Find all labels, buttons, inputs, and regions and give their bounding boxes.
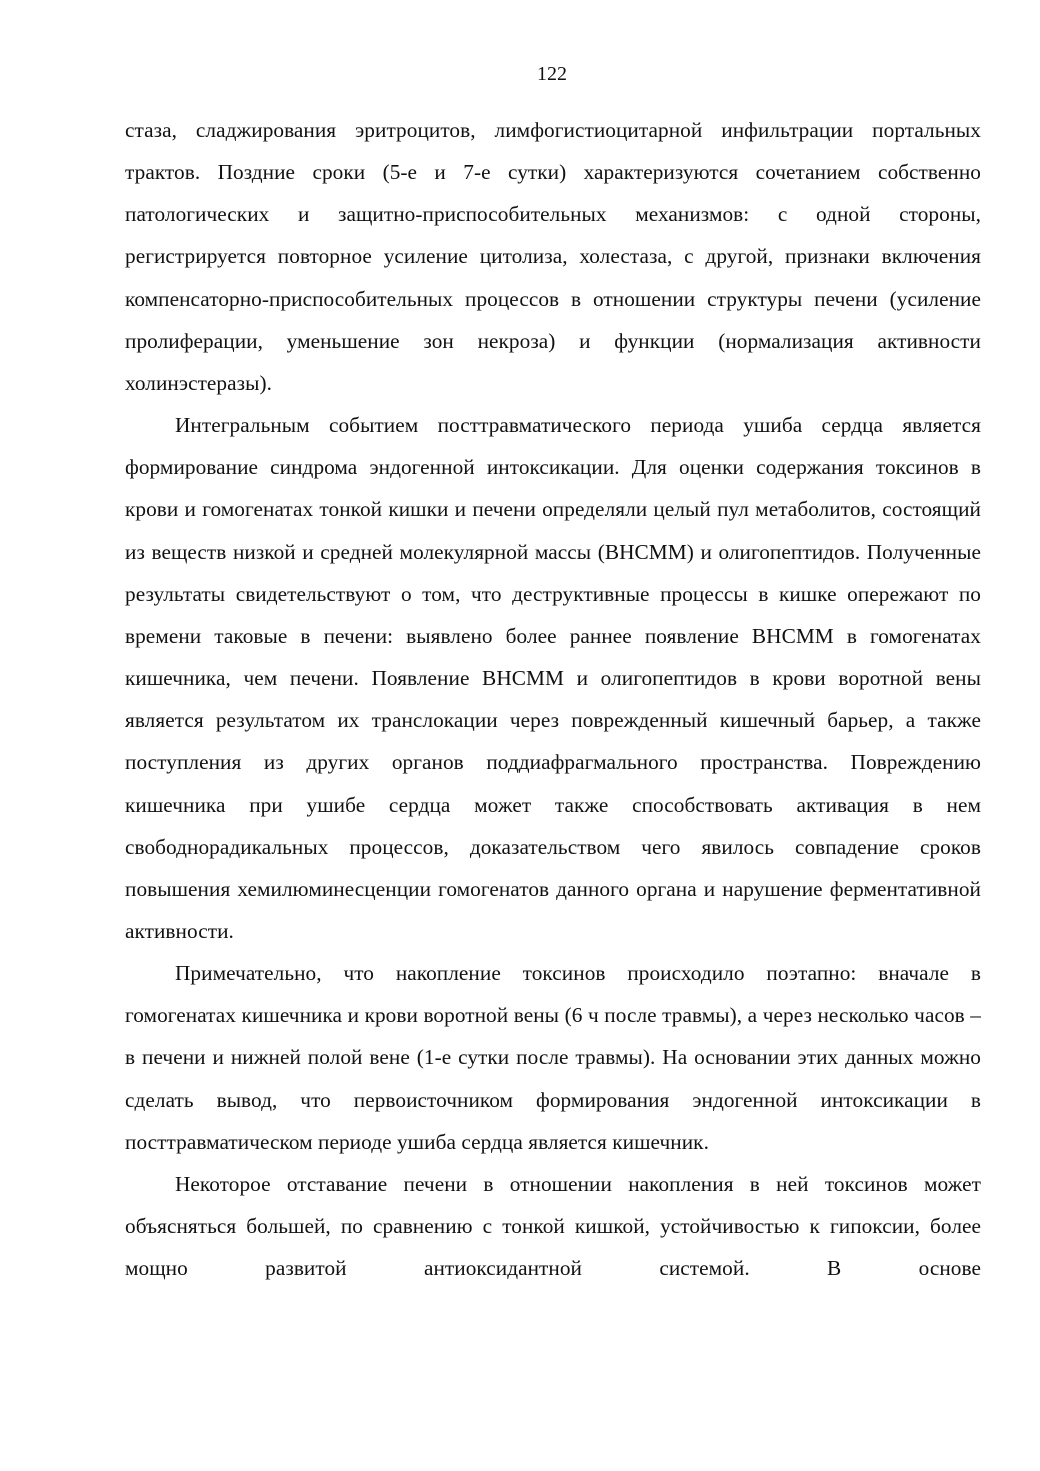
page-number: 122 — [537, 63, 567, 85]
paragraph-1: стаза, сладжирования эритроцитов, лимфогистиоцитарной инфильтрации портальных трактов. Поздние сроки (5-е и 7-е сутки) характеризуются сочетанием собственно патологических и защитно-приспособительных механизмов: с одной стороны, регистрируется повторное усиление цитолиза, холестаза, с другой, признаки включения компенсаторно-приспособительных процессов в отношении структуры печени (усиление пролиферации, уменьшение зон некроза) и функции (нормализация активности холинэстеразы). — [125, 118, 981, 395]
paragraph-3: Примечательно, что накопление токсинов происходило поэтапно: вначале в гомогенатах кишечника и крови воротной вены (6 ч после травмы), а через несколько часов – в печени и нижней полой вене (1-е сутки после травмы). На основании этих данных можно сделать вывод, что первоисточником формирования эндогенной интоксикации в посттравматическом периоде ушиба сердца является кишечник. — [125, 961, 981, 1154]
document-body — [125, 109, 981, 1289]
paragraph-2: Интегральным событием посттравматического периода ушиба сердца является формирование синдрома эндогенной интоксикации. Для оценки содержания токсинов в крови и гомогенатах тонкой кишки и печени определяли целый пул метаболитов, состоящий из веществ низкой и средней молекулярной массы (ВНСММ) и олигопептидов. Полученные результаты свидетельствуют о том, что деструктивные процессы в кишке опережают по времени таковые в печени: выявлено более раннее появление ВНСММ в гомогенатах кишечника, чем печени. Появление ВНСММ и олигопептидов в крови воротной вены является результатом их транслокации через поврежденный кишечный барьер, а также поступления из других органов поддиафрагмального пространства. Повреждению кишечника при ушибе сердца может также способствовать активация в нем свободнорадикальных процессов, доказательством чего явилось совпадение сроков повышения хемилюминесценции гомогенатов данного органа и нарушение ферментативной активности. — [125, 413, 981, 943]
paragraph-4: Некоторое отставание печени в отношении накопления в ней токсинов может объясняться большей, по сравнению с тонкой кишкой, устойчивостью к гипоксии, более мощно развитой антиоксидантной системой. В основе — [125, 1171, 981, 1281]
